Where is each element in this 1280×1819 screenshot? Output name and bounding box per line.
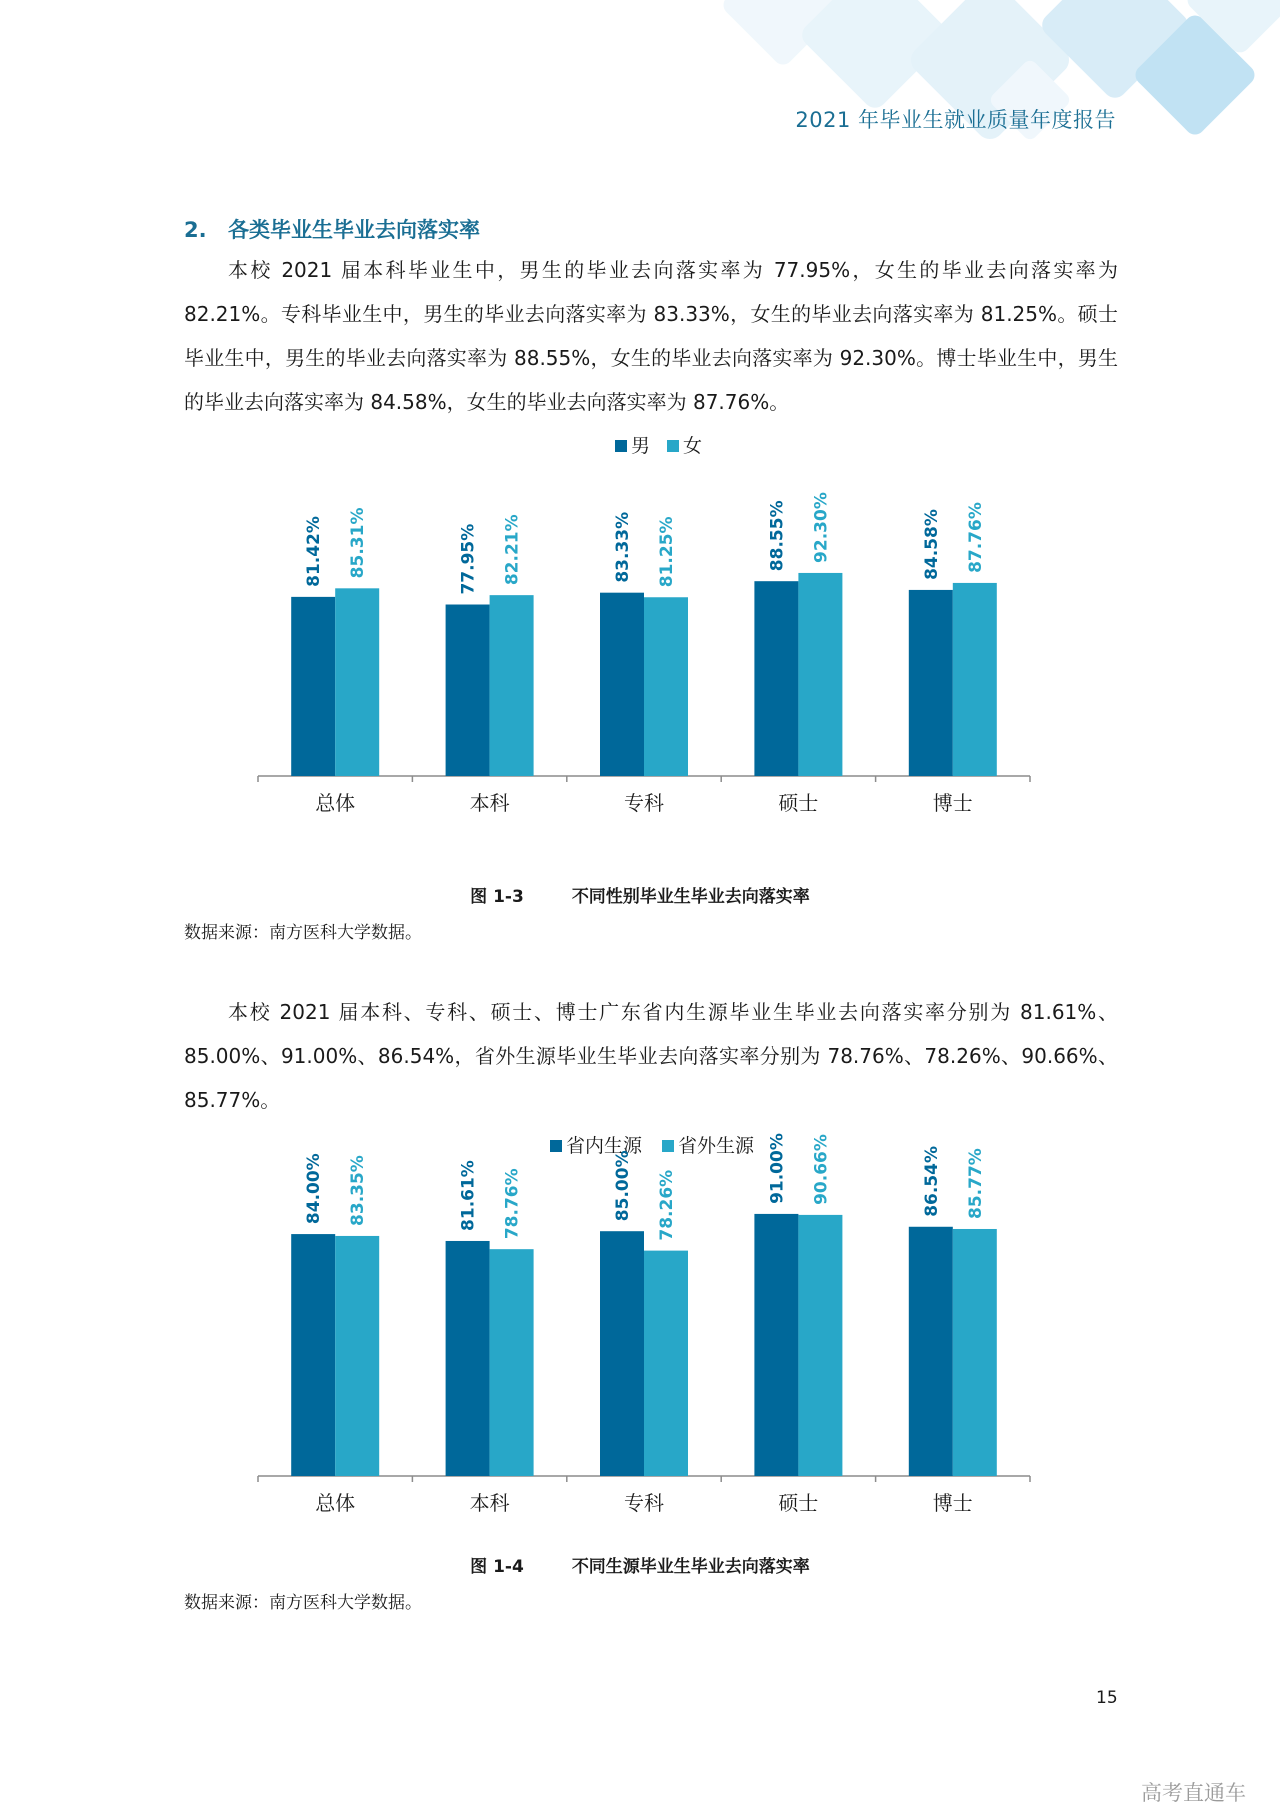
bar [600, 1231, 644, 1476]
data-label: 77.95% [458, 523, 479, 595]
bar [335, 1236, 379, 1476]
bar [644, 1251, 688, 1476]
category-label: 专科 [624, 1491, 664, 1515]
chart-gender [0, 430, 1280, 850]
bar [953, 1229, 997, 1476]
data-label: 87.76% [965, 502, 986, 573]
legend-swatch [615, 440, 627, 452]
bar [490, 1249, 534, 1476]
legend-label: 女 [683, 435, 703, 457]
data-label: 78.76% [502, 1168, 523, 1240]
category-label: 博士 [932, 1491, 973, 1515]
bar [335, 588, 379, 776]
figure-number: 图 1-3 [470, 887, 524, 907]
bar [754, 1214, 798, 1476]
bar [754, 581, 798, 776]
figure-number: 图 1-4 [470, 1557, 524, 1577]
data-label: 81.42% [304, 516, 325, 587]
bar [909, 1227, 953, 1476]
bar [953, 583, 997, 776]
figure-title: 不同生源毕业生毕业去向落实率 [571, 1557, 810, 1577]
data-label: 85.00% [613, 1150, 633, 1222]
paragraph-origin: 本校 2021 届本科、专科、硕士、博士广东省内生源毕业生毕业去向落实率分别为 81.61%、85.00%、91.00%、86.54%，省外生源毕业生毕业去向落实率分别为 78.76%、78.26%、90.66%、85.77%。 [184, 1000, 1118, 1112]
page-number: 15 [1096, 1688, 1118, 1708]
category-label: 专科 [624, 791, 664, 815]
data-label: 84.58% [921, 509, 942, 580]
data-source: 数据来源：南方医科大学数据。 [184, 1593, 422, 1613]
category-label: 硕士 [778, 791, 819, 815]
legend-label: 省外生源 [678, 1135, 755, 1157]
chart-gender-svg [0, 430, 1280, 850]
data-source: 数据来源：南方医科大学数据。 [184, 923, 422, 943]
category-label: 硕士 [778, 1491, 819, 1515]
data-label: 81.25% [657, 516, 677, 588]
category-label: 博士 [932, 791, 973, 815]
figure-title: 不同性别毕业生毕业去向落实率 [571, 887, 810, 907]
category-label: 总体 [315, 1491, 356, 1515]
bar [644, 597, 688, 776]
data-label: 90.66% [811, 1134, 832, 1205]
data-label: 78.26% [657, 1169, 677, 1241]
data-label: 92.30% [811, 492, 832, 563]
legend-label: 省内生源 [566, 1135, 643, 1157]
section-number: 2. [184, 218, 207, 242]
bar [798, 573, 842, 776]
bar [446, 1241, 490, 1476]
data-label: 83.35% [348, 1155, 369, 1226]
chart-origin [0, 1130, 1280, 1530]
figure-caption [0, 882, 1280, 907]
data-label: 84.00% [304, 1153, 325, 1225]
category-label: 本科 [469, 1491, 510, 1515]
legend-swatch [667, 440, 679, 452]
data-label: 91.00% [767, 1133, 788, 1204]
data-label: 85.77% [965, 1148, 986, 1219]
bar [446, 605, 490, 776]
chart-origin-svg [0, 1130, 1280, 1530]
data-label: 83.33% [613, 511, 633, 583]
bar [600, 593, 644, 776]
data-label: 85.31% [348, 507, 369, 579]
bar [291, 1234, 335, 1476]
figure-caption [0, 1552, 1280, 1577]
bar [798, 1215, 842, 1476]
paragraph-gender: 本校 2021 届本科毕业生中，男生的毕业去向落实率为 77.95%，女生的毕业去向落实率为 82.21%。专科毕业生中，男生的毕业去向落实率为 83.33%，女生的毕业去向落实率为 81.25%。硕士毕业生中，男生的毕业去向落实率为 88.55%，女生的毕业去向落实率为 92.30%。博士毕业生中，男生的毕业去向落实率为 84.58%，女生的毕业去向落实率为 87.76%。 [184, 258, 1118, 414]
bar [909, 590, 953, 776]
section-title: 各类毕业生毕业去向落实率 [228, 218, 480, 242]
bar [291, 597, 335, 776]
section-heading [184, 214, 480, 244]
data-label: 86.54% [921, 1145, 942, 1217]
category-label: 本科 [469, 791, 510, 815]
data-label: 81.61% [458, 1160, 479, 1231]
chart-legend [550, 1135, 755, 1157]
chart-legend [615, 435, 702, 457]
legend-swatch [662, 1140, 674, 1152]
bar [490, 595, 534, 776]
watermark: 高考直通车 [1141, 1781, 1246, 1805]
data-label: 82.21% [502, 514, 523, 586]
data-label: 88.55% [767, 500, 788, 572]
legend-label: 男 [631, 435, 651, 457]
report-header-title: 2021 年毕业生就业质量年度报告 [795, 108, 1116, 132]
category-label: 总体 [315, 791, 356, 815]
legend-swatch [550, 1140, 562, 1152]
